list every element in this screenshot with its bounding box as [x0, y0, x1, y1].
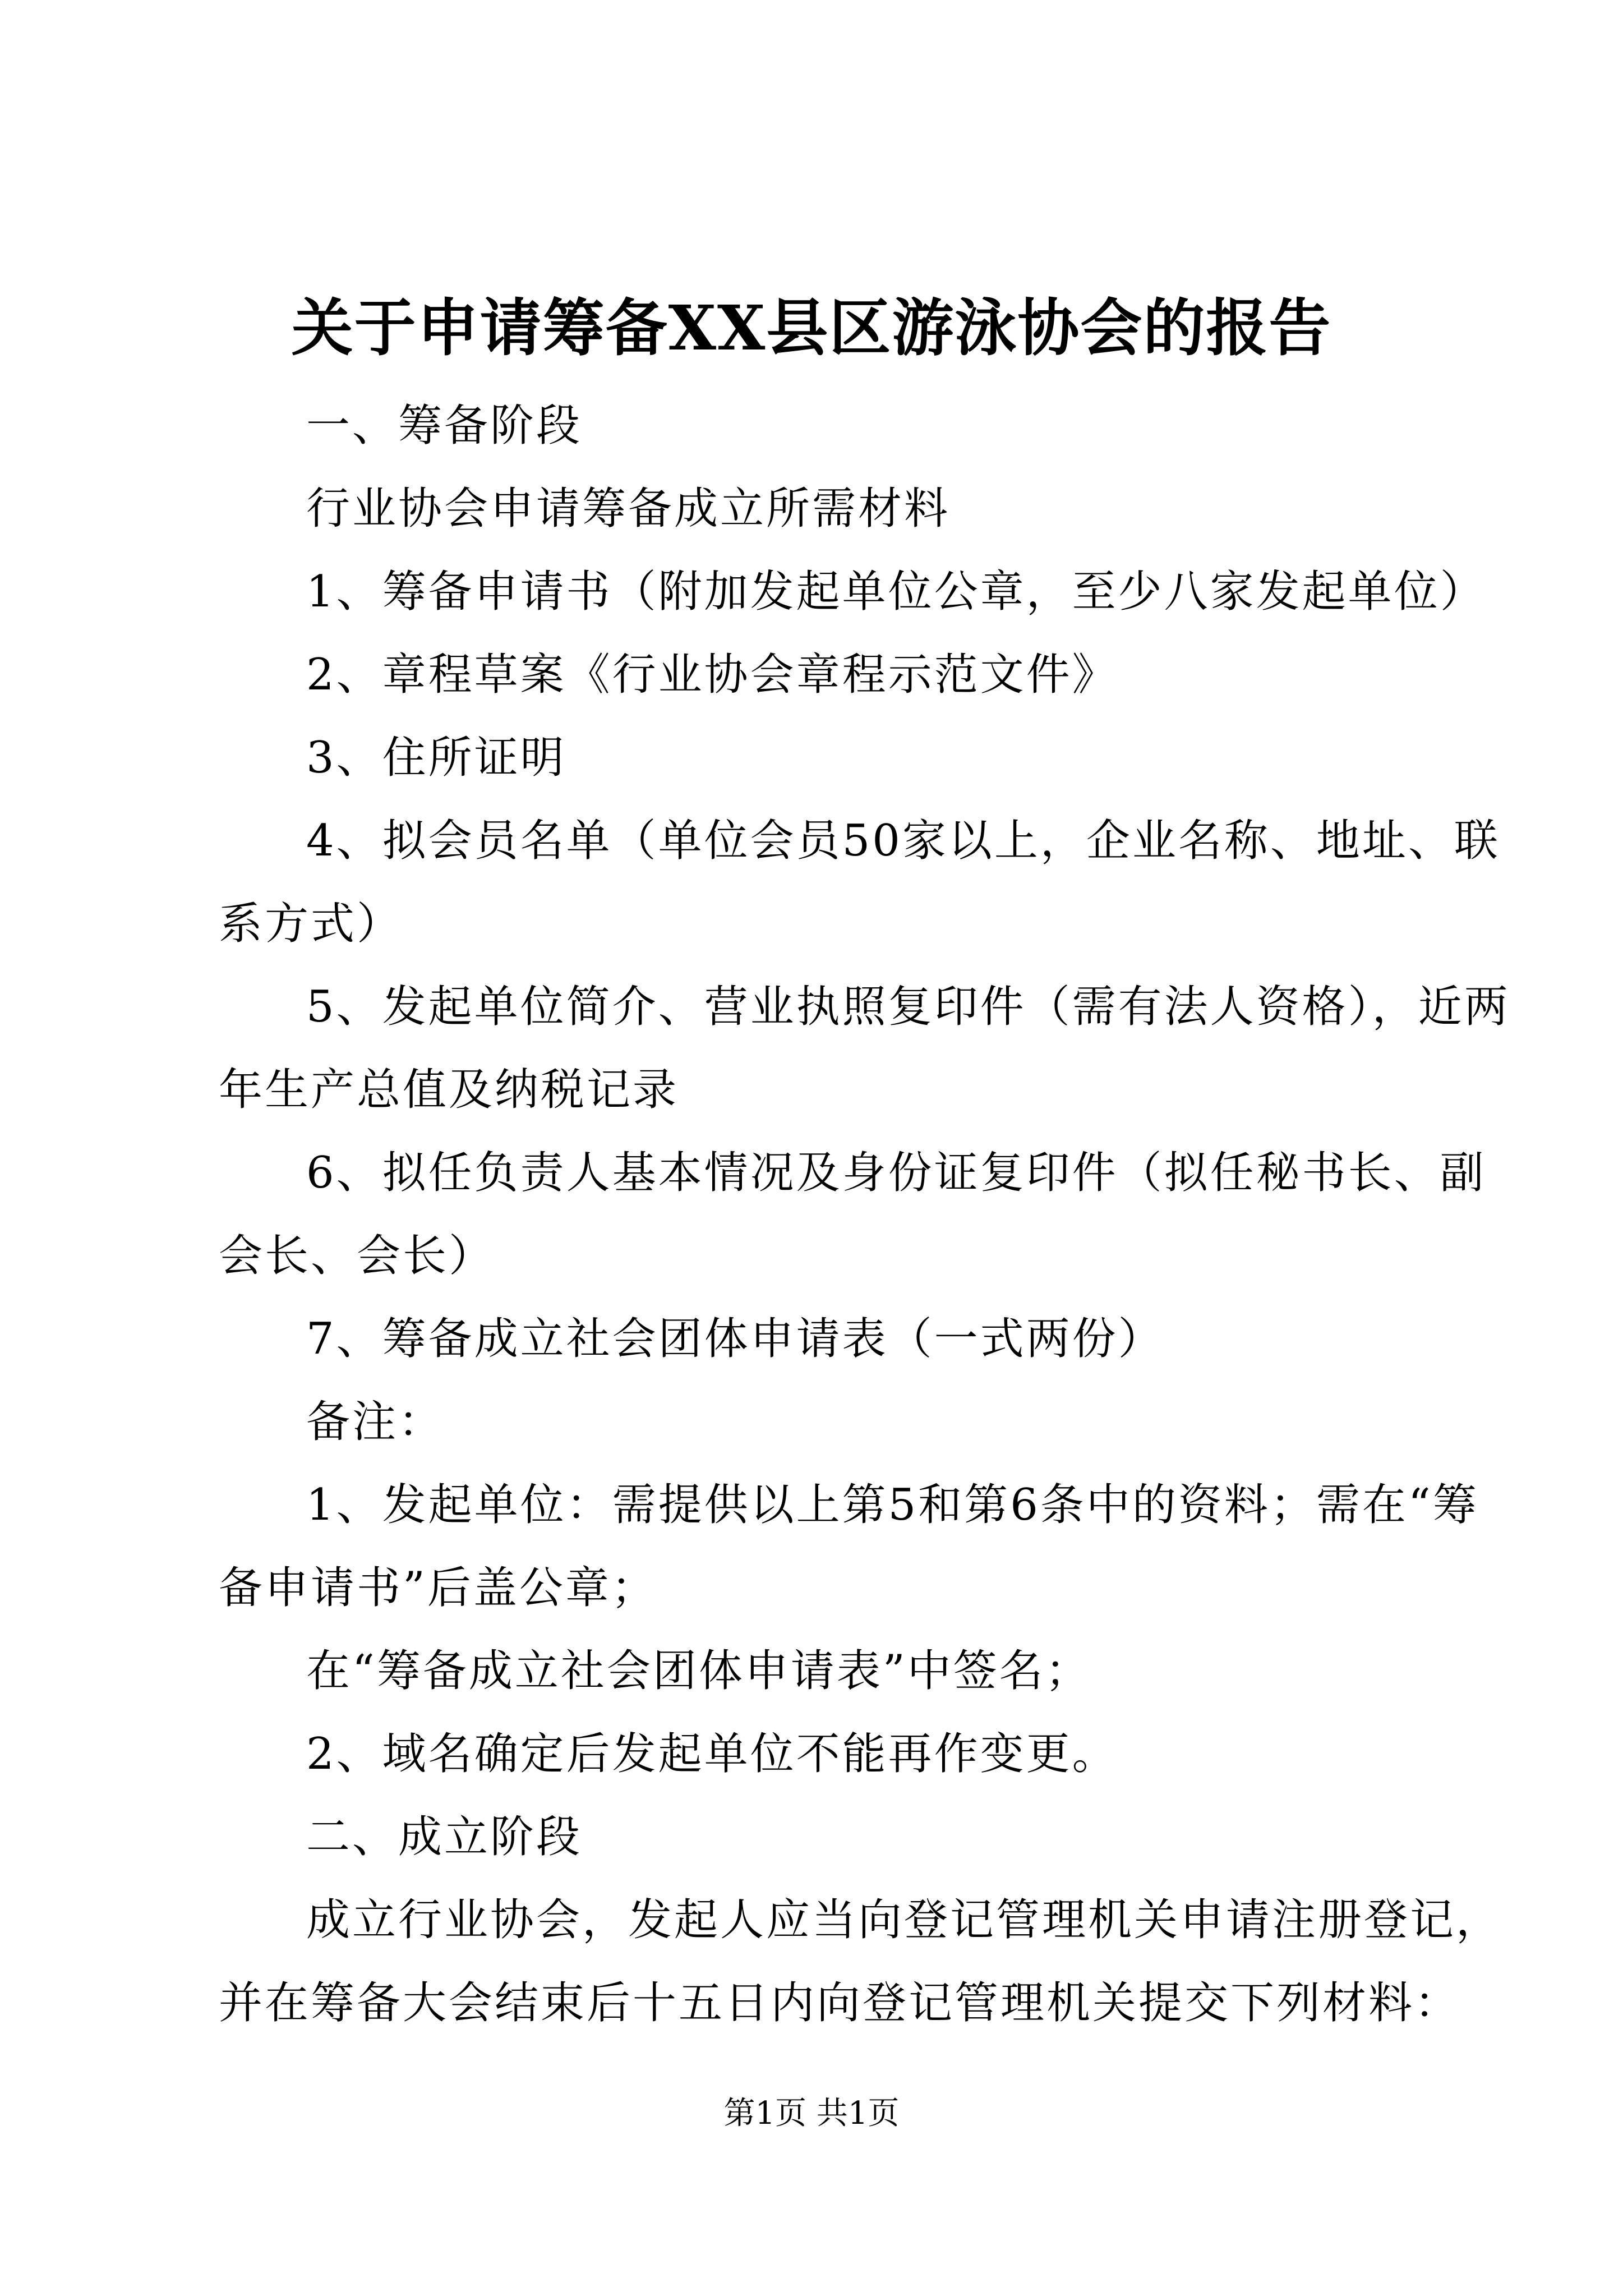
paragraph-line: 成立行业协会，发起人应当向登记管理机关申请注册登记， — [306, 1895, 1502, 1945]
document-title: 关于申请筹备XX县区游泳协会的报告 — [291, 292, 1332, 364]
note-item-1-continued: 备申请书”后盖公章； — [219, 1563, 657, 1613]
page-number-footer: 第1页 共1页 — [723, 2095, 900, 2132]
list-item-2: 2、章程草案《行业协会章程示范文件》 — [306, 650, 1118, 700]
notes-heading: 备注： — [306, 1397, 445, 1447]
note-item-2: 2、域名确定后发起单位不能再作变更。 — [306, 1729, 1118, 1779]
list-item-7: 7、筹备成立社会团体申请表（一式两份） — [306, 1314, 1164, 1364]
list-item-4: 4、拟会员名单（单位会员50家以上，企业名称、地址、联 — [306, 816, 1500, 866]
note-item-1: 1、发起单位：需提供以上第5和第6条中的资料；需在“筹 — [306, 1480, 1479, 1530]
list-item-3: 3、住所证明 — [306, 733, 566, 783]
paragraph-line: 行业协会申请筹备成立所需材料 — [306, 484, 951, 534]
paragraph-line-continued: 并在筹备大会结束后十五日内向登记管理机关提交下列材料： — [219, 1978, 1461, 2028]
note-item-1-extra: 在“筹备成立社会团体申请表”中签名； — [306, 1646, 1091, 1696]
section-heading-2: 二、成立阶段 — [306, 1812, 583, 1862]
list-item-5-continued: 年生产总值及纳税记录 — [219, 1065, 679, 1115]
document-body — [219, 384, 1510, 2045]
list-item-5: 5、发起单位简介、营业执照复印件（需有法人资格），近两 — [306, 982, 1510, 1032]
section-heading-1: 一、筹备阶段 — [306, 401, 583, 451]
list-item-6-continued: 会长、会长） — [219, 1231, 495, 1281]
list-item-6: 6、拟任负责人基本情况及身份证复印件（拟任秘书长、副 — [306, 1148, 1486, 1198]
list-item-4-continued: 系方式） — [219, 899, 403, 949]
list-item-1: 1、筹备申请书（附加发起单位公章，至少八家发起单位） — [306, 567, 1486, 617]
